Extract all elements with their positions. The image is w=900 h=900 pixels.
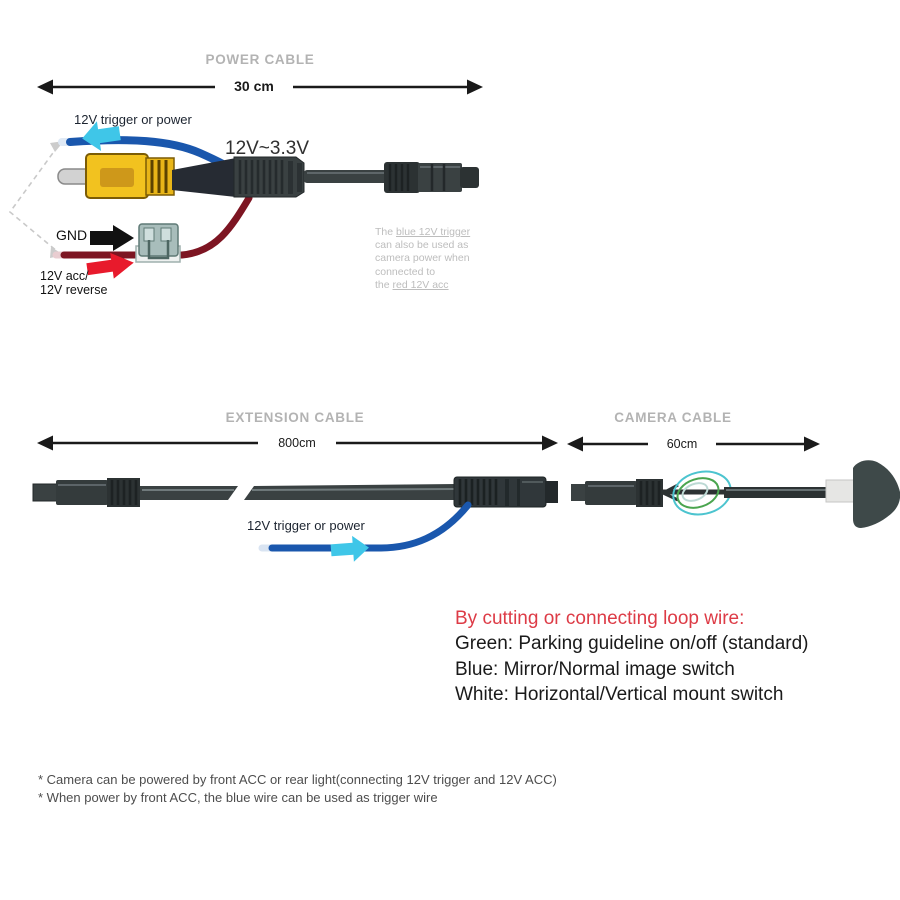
gnd-arrow-icon [90,225,134,251]
footnotes [38,771,557,807]
acc-label-line1: 12V acc/ [40,269,89,283]
arrow-left-icon [37,80,53,95]
extension-trigger-arrow-icon [330,535,370,564]
loop-note-title: By cutting or connecting loop wire: [455,608,745,629]
camera-cable-run [724,487,828,498]
note-line1-underlined: blue 12V trigger [396,226,471,238]
acc-label-line2: 12V reverse [40,283,108,297]
extension-right-tip [545,481,558,503]
camera-plug-tip [571,484,587,501]
power-length-label: 30 cm [215,78,293,94]
voltage-label: 12V~3.3V [225,138,309,159]
arrow-left-icon [37,436,53,451]
camera-cable-title: CAMERA CABLE [614,410,732,425]
extension-cable-segment-2 [244,484,456,500]
extension-trigger-label: 12V trigger or power [247,518,365,533]
extension-length-label: 800cm [258,436,336,450]
dashed-guide-lines [10,146,58,252]
footnote-line1: * Camera can be powered by front ACC or rear light(connecting 12V trigger and 12V ACC) [38,772,557,787]
arrow-right-icon [804,437,820,452]
loop-note-green: Green: Parking guideline on/off (standard) [455,633,809,655]
note-line3: camera power when [375,252,470,265]
dc-barrel-plug [384,162,479,193]
loop-wire-note [455,606,808,708]
extension-cable [33,477,558,507]
arrow-left-icon [567,437,583,452]
arrow-right-icon [542,436,558,451]
power-connector [234,157,304,197]
power-lead-cable [304,170,388,183]
power-cable-title: POWER CABLE [205,52,315,67]
power-note [375,226,470,292]
extension-left-body [56,480,108,505]
loop-note-blue: Blue: Mirror/Normal image switch [455,658,735,680]
extension-left-tip [33,484,58,501]
note-line5-pre: the [375,278,393,291]
camera-cable [571,460,900,528]
note-line1-pre: The [375,226,397,238]
rca-connector [58,154,174,198]
footnote-line2: * When power by front ACC, the blue wire can be used as trigger wire [38,790,438,805]
camera-length-label: 60cm [648,437,716,451]
extension-cable-title: EXTENSION CABLE [225,410,365,425]
note-line4: connected to [375,265,436,278]
extension-cable-segment-1 [140,486,238,500]
camera-head [853,460,900,528]
camera-sleeve [826,480,856,502]
note-line5-underlined: red 12V acc [392,278,449,291]
arrow-right-icon [467,80,483,95]
power-cable-taper [172,158,236,197]
note-line2: can also be used as [375,239,469,252]
fuse-holder [136,224,180,262]
loop-note-white: White: Horizontal/Vertical mount switch [455,684,784,706]
camera-plug-body [585,481,637,505]
power-trigger-label: 12V trigger or power [74,112,192,127]
gnd-label: GND [56,227,88,243]
